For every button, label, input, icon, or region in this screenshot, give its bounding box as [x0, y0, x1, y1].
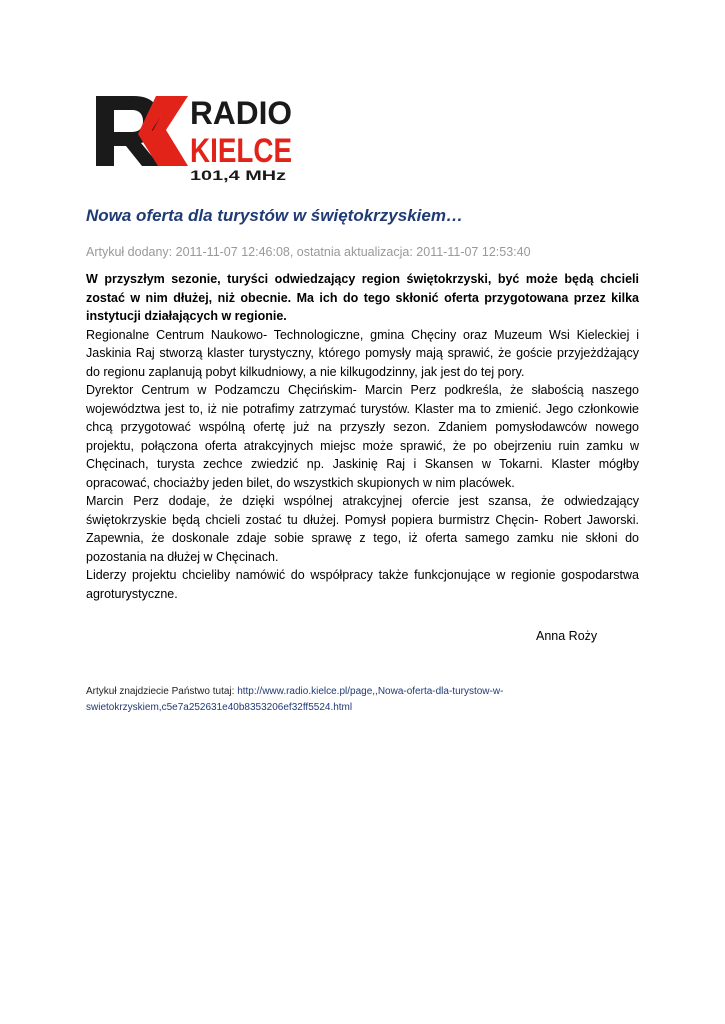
logo-radio-text: RADIO — [190, 95, 292, 131]
article-paragraph: Regionalne Centrum Naukowo- Technologiczne, gmina Chęciny oraz Muzeum Wsi Kieleckiej i Jaskinia Raj stworzą klaster turystyczny, którego pomysły mają sprawić, że goście przyjeżdżający do regionu zaplanują pobyt kilkudniowy, a nie kilkugodzinny, jak jest do tej pory. — [86, 327, 639, 379]
logo-kielce-text: KIELCE — [190, 132, 292, 170]
article-paragraph: Dyrektor Centrum w Podzamczu Chęcińskim- Marcin Perz podkreśla, że słabością naszego województwa jest to, iż nie potrafimy zatrzymać turystów. Klaster ma to zmienić. Jego członkowie chcą przygotować wspólną ofertę już na przyszły sezon. Zdaniem pomysłodawców nowego projektu, połączona oferta atrakcyjnych miejsc może sprawić, że po obejrzeniu ruin zamku w Chęcinach, turysta zechce zwiedzić np. Jaskinię Raj i Skansen w Tokarni. Klaster mógłby opracować, chociażby jeden bilet, do wszystkich skupionych w nim placówek. — [86, 383, 639, 490]
article-paragraph: Liderzy projektu chcieliby namówić do współpracy także funkcjonujące w regionie gospodarstwa agroturystyczne. — [86, 568, 639, 601]
logo-frequency-text: 101,4 MHz — [190, 167, 286, 183]
article-paragraph: Marcin Perz dodaje, że dzięki wspólnej atrakcyjnej ofercie jest szansa, że odwiedzający świętokrzyskie będą chcieli zostać tu dłużej. Pomysł popiera burmistrz Chęcin- Robert Jaworski. Zapewnia, że doskonale zdaje sobie sprawę z tego, iż oferta samego zamku nie skłoni do pozostania na dłużej w Chęcinach. — [86, 494, 639, 564]
source-note — [86, 684, 566, 716]
article-lead: W przyszłym sezonie, turyści odwiedzający region świętokrzyski, być może będą chcieli zostać w nim dłużej, niż obecnie. Ma ich do tego skłonić oferta przygotowana przez kilka instytucji działających w regionie. — [86, 272, 639, 323]
article-body — [86, 270, 639, 603]
article-meta: Artykuł dodany: 2011-11-07 12:46:08, ostatnia aktualizacja: 2011-11-07 12:53:40 — [86, 245, 531, 259]
article-author: Anna Roży — [536, 629, 598, 643]
source-label: Artykuł znajdziecie Państwo tutaj: — [86, 686, 238, 697]
article-title: Nowa oferta dla turystów w świętokrzyskiem… — [86, 206, 463, 225]
radio-kielce-logo — [94, 92, 294, 184]
source-link[interactable]: http://www.radio.kielce.pl/page,,Nowa-oferta-dla-turystow-w-swietokrzyskiem,c5e7a252631e40b8353206ef32ff5524.html — [86, 686, 504, 713]
